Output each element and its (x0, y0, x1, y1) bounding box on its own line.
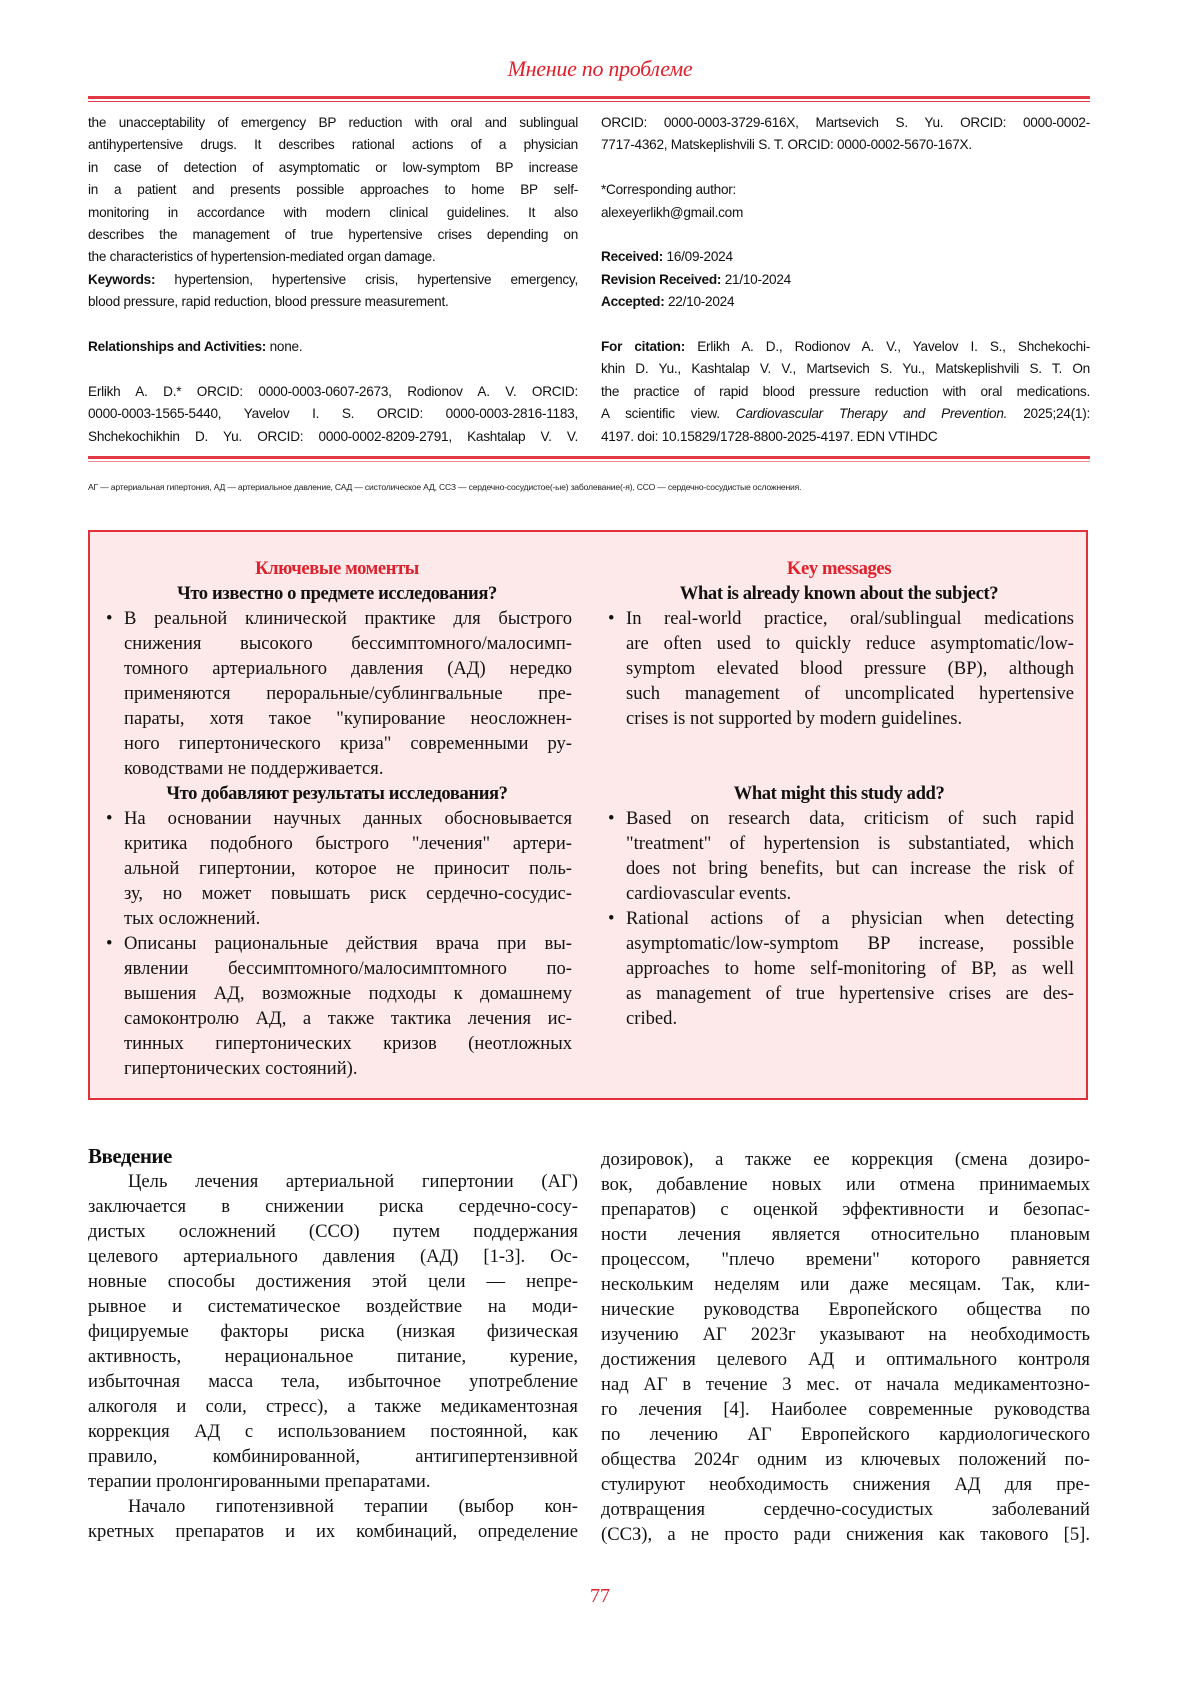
text-line: the characteristics of hypertension-mediated organ damage. (88, 246, 578, 268)
text-line: зу, но может повышать риск сердечно-сосудис- (124, 881, 572, 906)
keywords-text: hypertension, hypertensive crisis, hypertensive emergency, (155, 272, 578, 287)
key-en-bullet-3 (604, 906, 1074, 1031)
text-line: Rational actions of a physician when detecting (626, 906, 1074, 931)
text-line: дозировок), а также ее коррекция (смена дозиро- (601, 1147, 1090, 1172)
text-line: does not bring benefits, but can increase the risk of (626, 856, 1074, 881)
bullet-icon: • (106, 806, 113, 831)
accepted-value: 22/10-2024 (664, 294, 734, 309)
text-line: in a patient and presents possible approaches to home BP self- (88, 179, 578, 201)
text-line: "treatment" of hypertension is substantiated, which (626, 831, 1074, 856)
text-line: 0000-0003-1565-5440, Yavelov I. S. ORCID: 0000-0003-2816-1183, (88, 403, 578, 425)
text-line: правило, комбинированной, антигипертензивной (88, 1444, 578, 1469)
section-heading: Введение (88, 1144, 578, 1169)
text-line: общества 2024г одним из ключевых положений по- (601, 1447, 1090, 1472)
text-line: фицируемые факторы риска (низкая физическая (88, 1319, 578, 1344)
text-line: изучению АГ 2023г указывают на необходимость (601, 1322, 1090, 1347)
text-line: го лечения [4]. Наиболее современные руководства (601, 1397, 1090, 1422)
abbreviations-footnote: АГ — артериальная гипертония, АД — артериальное давление, САД — систолическое АД, ССЗ — сердечно-сосудистое(-ые) заболевание(-я), ССО — сердечно-сосудистые осложнения. (88, 482, 801, 492)
text-line: ORCID: 0000-0003-3729-616X, Martsevich S. Yu. ORCID: 0000-0002- (601, 112, 1090, 134)
citation-text: A scientific view. (601, 406, 736, 421)
text-line: such management of uncomplicated hypertensive (626, 681, 1074, 706)
section-rule-thin (88, 461, 1090, 462)
key-ru-question-1: Что известно о предмете исследования? (102, 581, 572, 606)
text-line: новные способы достижения этой цели — непре- (88, 1269, 578, 1294)
text-line: заключается в снижении риска сердечно-сосу- (88, 1194, 578, 1219)
key-en-bottom (604, 781, 1074, 1081)
text-line: crises is not supported by modern guidelines. (626, 706, 1074, 731)
citation-line (601, 336, 1090, 358)
citation-doi[interactable]: 4197. doi: 10.15829/1728-8800-2025-4197. EDN VTIHDC (601, 426, 1090, 448)
revision-date (601, 269, 1090, 291)
text-line: самоконтролю АД, а также тактика лечения ис- (124, 1006, 572, 1031)
revision-value: 21/10-2024 (721, 272, 791, 287)
text-line: Описаны рациональные действия врача при вы- (124, 931, 572, 956)
text-line: ководствами не поддерживается. (124, 756, 572, 781)
section-rule (88, 456, 1090, 459)
text-line: Erlikh A. D.* ORCID: 0000-0003-0607-2673, Rodionov A. V. ORCID: (88, 381, 578, 403)
text-line: ного гипертонического криза" современными ру- (124, 731, 572, 756)
page-number: 77 (0, 1585, 1200, 1608)
intro-right-column (601, 1147, 1090, 1547)
key-en-top (604, 556, 1074, 781)
relationships-label: Relationships and Activities: (88, 339, 266, 354)
bullet-icon: • (608, 606, 615, 631)
key-ru-top (102, 556, 572, 781)
text-line: дотвращения сердечно-сосудистых заболеваний (601, 1497, 1090, 1522)
bullet-text (626, 806, 1074, 906)
text-line: вышения АД, возможные подходы к домашнему (124, 981, 572, 1006)
bullet-icon: • (608, 806, 615, 831)
text-line: по лечению АГ Европейского кардиологического (601, 1422, 1090, 1447)
citation-text: khin D. Yu., Kashtalap V. V., Martsevich S. Yu., Matskeplishvili S. T. On (601, 358, 1090, 380)
key-ru-bullet-2 (102, 806, 572, 931)
text-line: cardiovascular events. (626, 881, 1074, 906)
text-line: препаратов) с оценкой эффективности и безопас- (601, 1197, 1090, 1222)
journal-title: Cardiovascular Therapy and Prevention. (736, 406, 1007, 421)
text-line: as management of true hypertensive crises are des- (626, 981, 1074, 1006)
text-line: monitoring in accordance with modern clinical guidelines. It also (88, 202, 578, 224)
intro-paragraph-2 (88, 1494, 578, 1544)
bullet-text (124, 806, 572, 931)
citation-text (601, 403, 1090, 425)
text-line: процессом, "плечо времени" которого равняется (601, 1247, 1090, 1272)
abstract-left-column (88, 112, 578, 448)
revision-label: Revision Received: (601, 272, 721, 287)
intro-paragraph-continued (601, 1147, 1090, 1547)
text-line: стулируют необходимость снижения АД для пре- (601, 1472, 1090, 1497)
text-line: целевого артериального давления (АД) [1-3]. Ос- (88, 1244, 578, 1269)
key-ru-title: Ключевые моменты (102, 556, 572, 581)
text-line: in case of detection of asymptomatic or low-symptom BP increase (88, 157, 578, 179)
intro-paragraph-1 (88, 1169, 578, 1494)
text-line: кретных препаратов и их комбинаций, определение (88, 1519, 578, 1544)
relationships-line (88, 336, 578, 358)
text-line: применяются пероральные/сублингвальные пре- (124, 681, 572, 706)
key-ru-bottom (102, 781, 572, 1081)
text-line: approaches to home self-monitoring of BP, as well (626, 956, 1074, 981)
key-en-question-2: What might this study add? (604, 781, 1074, 806)
key-ru-bullet-1 (102, 606, 572, 781)
text-line: are often used to quickly reduce asymptomatic/low- (626, 631, 1074, 656)
text-line: дистых осложнений (ССО) путем поддержания (88, 1219, 578, 1244)
abstract-right-column (601, 112, 1090, 448)
citation-text: Erlikh A. D., Rodionov A. V., Yavelov I. S., Shchekochi- (685, 339, 1090, 354)
key-en-question-1: What is already known about the subject? (604, 581, 1074, 606)
text-line: In real-world practice, oral/sublingual medications (626, 606, 1074, 631)
text-line: томного артериального давления (АД) нередко (124, 656, 572, 681)
key-ru-bullet-3 (102, 931, 572, 1081)
text-line: symptom elevated blood pressure (BP), although (626, 656, 1074, 681)
keywords-text-2: blood pressure, rapid reduction, blood pressure measurement. (88, 291, 578, 313)
orcid-list (88, 381, 578, 448)
text-line: терапии пролонгированными препаратами. (88, 1469, 578, 1494)
text-line: antihypertensive drugs. It describes rational actions of a physician (88, 134, 578, 156)
text-line: describes the management of true hypertensive crises depending on (88, 224, 578, 246)
text-line: asymptomatic/low-symptom BP increase, possible (626, 931, 1074, 956)
bullet-icon: • (608, 906, 615, 931)
text-line: критика подобного быстрого "лечения" артери- (124, 831, 572, 856)
text-line: тинных гипертонических кризов (неотложных (124, 1031, 572, 1056)
text-line: избыточная масса тела, избыточное употребление (88, 1369, 578, 1394)
header-rule-thin (88, 101, 1090, 102)
text-line: 7717-4362, Matskeplishvili S. T. ORCID: 0000-0002-5670-167X. (601, 134, 1090, 156)
text-line: На основании научных данных обосновывается (124, 806, 572, 831)
bullet-text (626, 906, 1074, 1031)
text-line: В реальной клинической практике для быстрого (124, 606, 572, 631)
text-line: cribed. (626, 1006, 1074, 1031)
text-line: нескольким неделям или даже месяцам. Так, кли- (601, 1272, 1090, 1297)
bullet-icon: • (106, 931, 113, 956)
text-line: альной гипертонии, которое не приносит поль- (124, 856, 572, 881)
bullet-icon: • (106, 606, 113, 631)
received-date (601, 246, 1090, 268)
abstract-text (88, 112, 578, 269)
running-title: Мнение по проблеме (0, 56, 1200, 82)
orcid-list-continued (601, 112, 1090, 157)
bullet-text (124, 606, 572, 781)
text-line: (ССЗ), а не просто ради снижения как такового [5]. (601, 1522, 1090, 1547)
accepted-date (601, 291, 1090, 313)
text-line: коррекция АД с использованием постоянной, как (88, 1419, 578, 1444)
key-messages-box (88, 530, 1088, 1100)
key-en-bullet-2 (604, 806, 1074, 906)
intro-left-column (88, 1144, 578, 1544)
text-line: Based on research data, criticism of such rapid (626, 806, 1074, 831)
header-rule (88, 96, 1090, 99)
corresponding-label: *Corresponding author: (601, 179, 1090, 201)
text-line: the unacceptability of emergency BP reduction with oral and sublingual (88, 112, 578, 134)
text-line: ности лечения является относительно плановым (601, 1222, 1090, 1247)
bullet-text (124, 931, 572, 1081)
text-line: Shchekochikhin D. Yu. ORCID: 0000-0002-8209-2791, Kashtalap V. V. (88, 426, 578, 448)
citation-text: the practice of rapid blood pressure reduction with oral medications. (601, 381, 1090, 403)
keywords-label: Keywords: (88, 272, 155, 287)
text-line: над АГ в течение 3 мес. от начала медикаментозно- (601, 1372, 1090, 1397)
text-line: вок, добавление новых или отмена принимаемых (601, 1172, 1090, 1197)
received-value: 16/09-2024 (663, 249, 733, 264)
key-ru-question-2: Что добавляют результаты исследования? (102, 781, 572, 806)
citation-label: For citation: (601, 339, 685, 354)
key-en-bullet-1 (604, 606, 1074, 731)
text-line: Начало гипотензивной терапии (выбор кон- (88, 1494, 578, 1519)
relationships-value: none. (266, 339, 302, 354)
text-line: достижения целевого АД и оптимального контроля (601, 1347, 1090, 1372)
corresponding-email[interactable]: alexeyerlikh@gmail.com (601, 202, 1090, 224)
text-line: рывное и систематическое воздействие на моди- (88, 1294, 578, 1319)
accepted-label: Accepted: (601, 294, 664, 309)
received-label: Received: (601, 249, 663, 264)
text-line: алкоголя и соли, стресс), а также медикаментозная (88, 1394, 578, 1419)
keywords-line (88, 269, 578, 291)
text-line: тых осложнений. (124, 906, 572, 931)
text-line: снижения высокого бессимптомного/малосимп- (124, 631, 572, 656)
text-line: явлении бессимптомного/малосимптомного по- (124, 956, 572, 981)
text-line: гипертонических состояний). (124, 1056, 572, 1081)
citation-text: 2025;24(1): (1007, 406, 1090, 421)
text-line: Цель лечения артериальной гипертонии (АГ) (88, 1169, 578, 1194)
bullet-text (626, 606, 1074, 731)
text-line: параты, хотя такое "купирование неосложнен- (124, 706, 572, 731)
key-en-title: Key messages (604, 556, 1074, 581)
text-line: нические руководства Европейского общества по (601, 1297, 1090, 1322)
text-line: активность, нерациональное питание, курение, (88, 1344, 578, 1369)
